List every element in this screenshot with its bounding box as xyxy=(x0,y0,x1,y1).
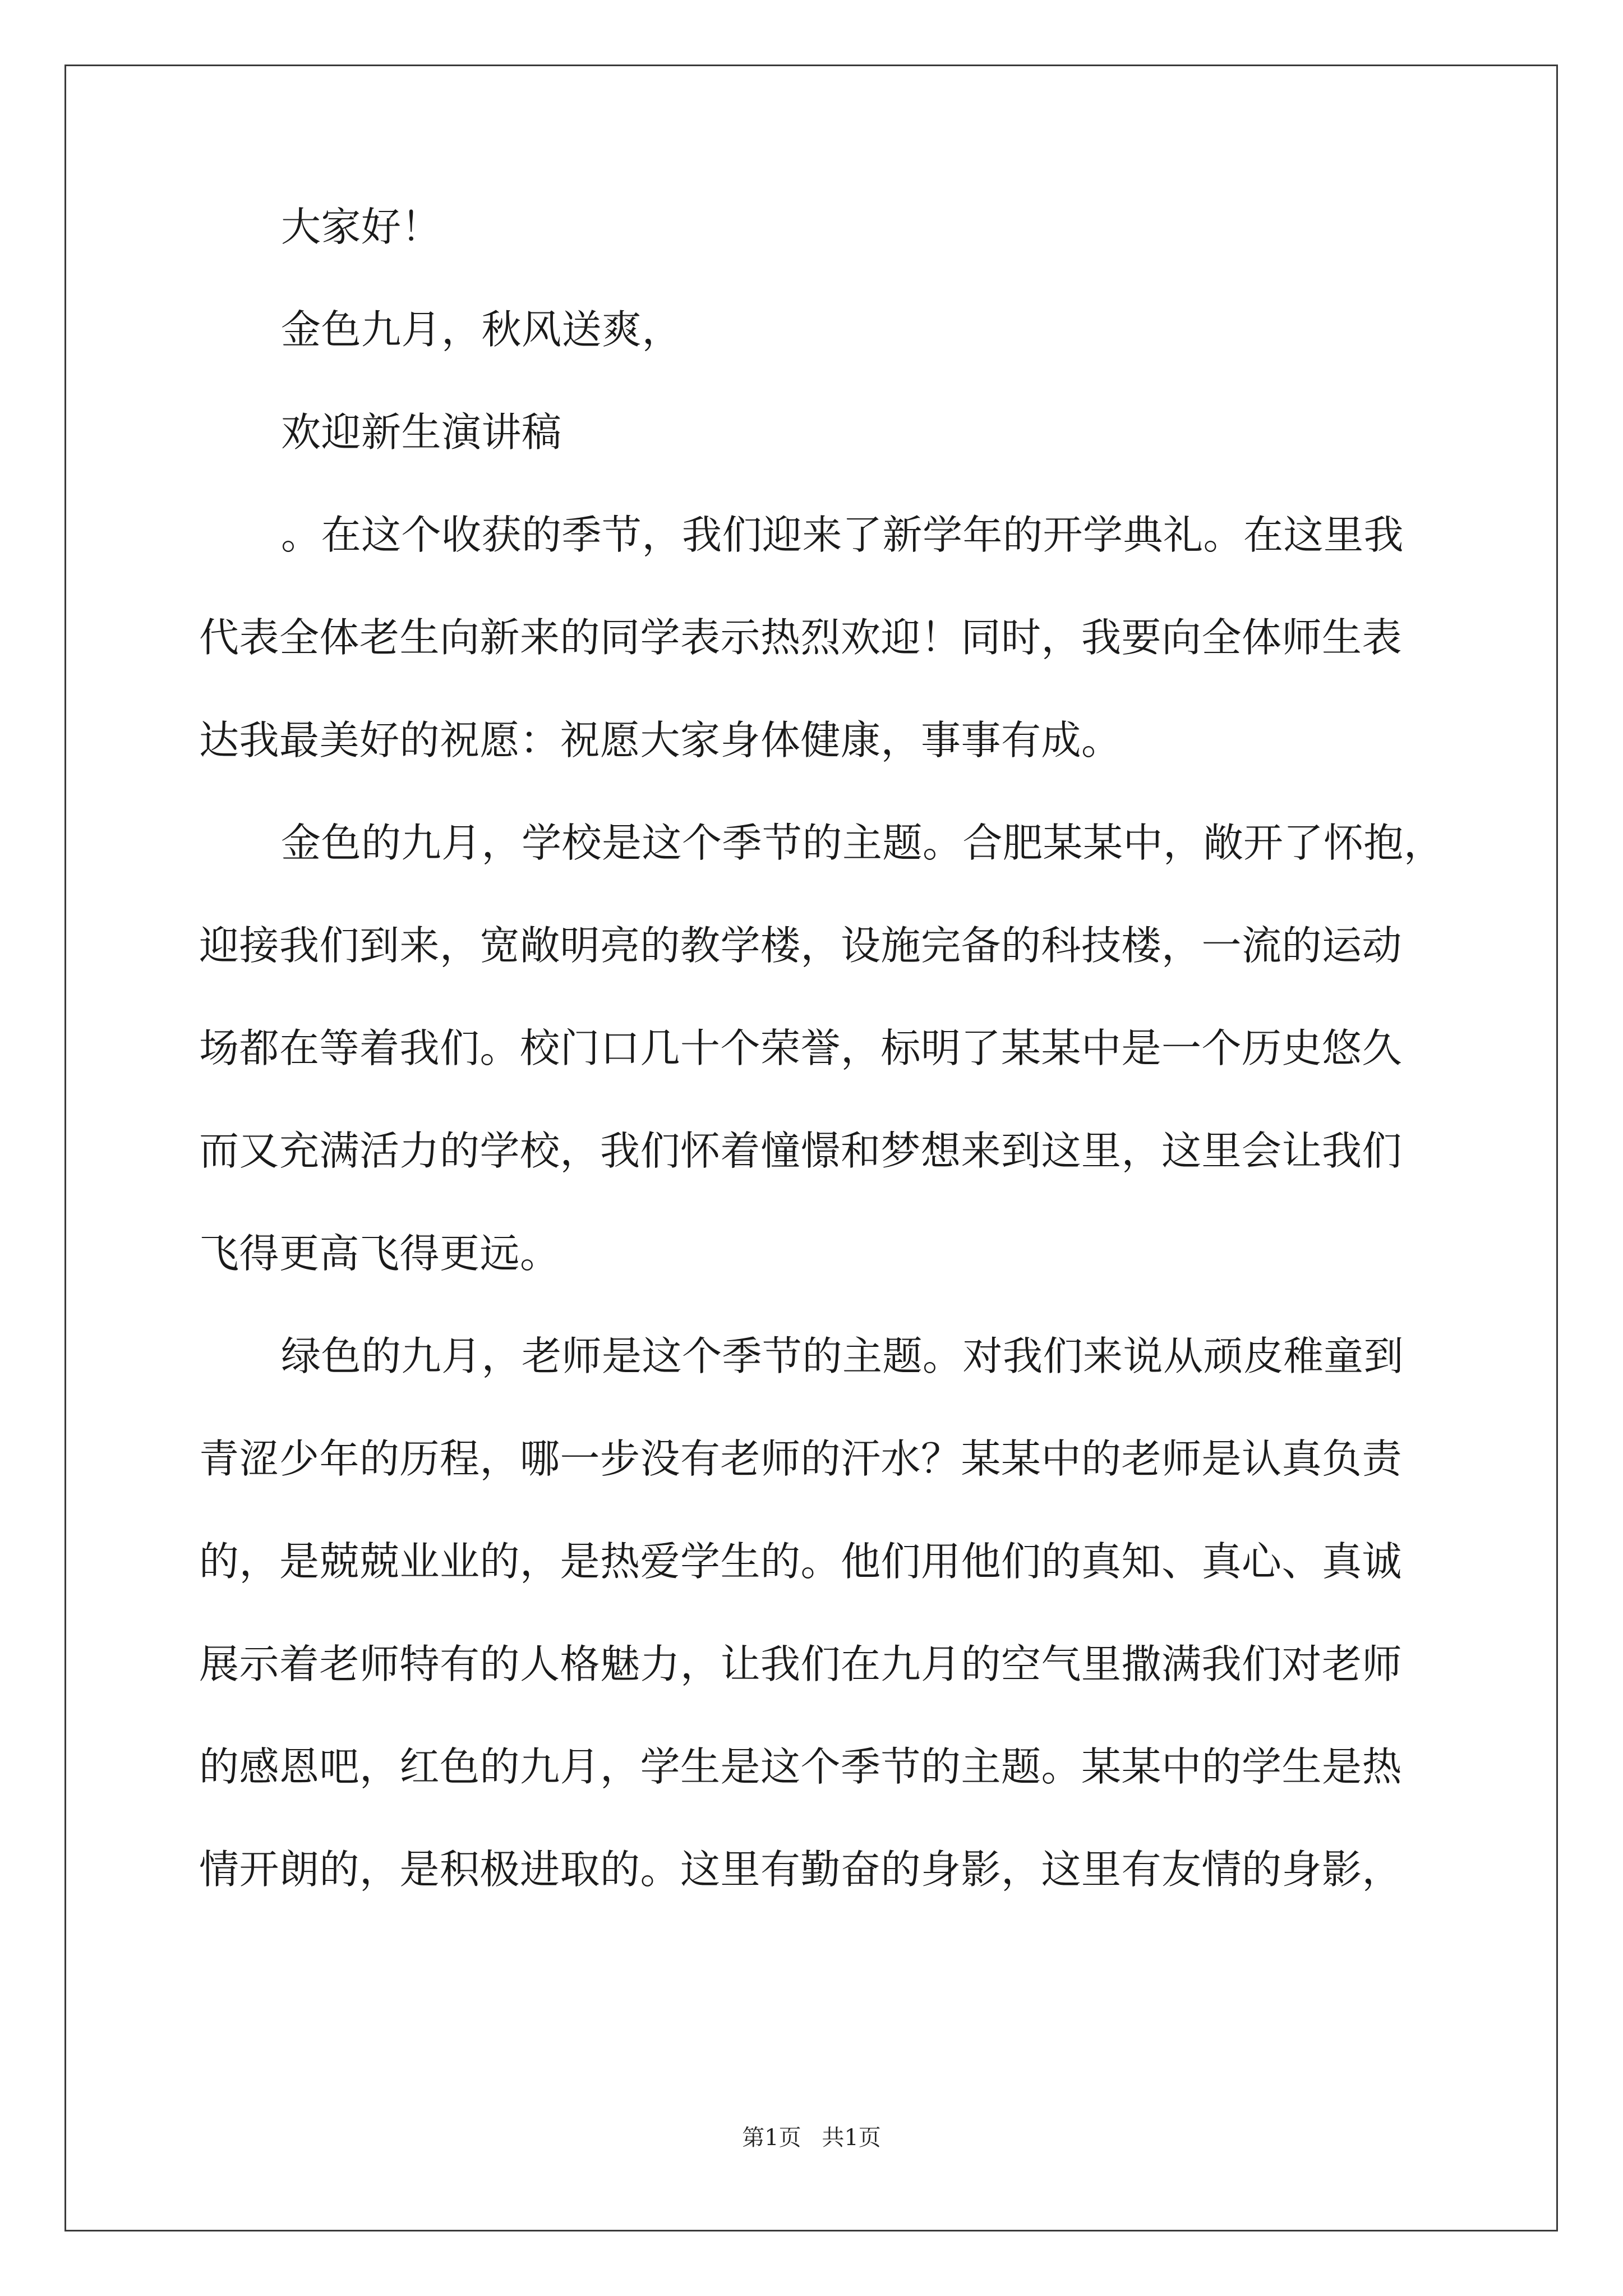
paragraph-line: 场都在等着我们。校门口几十个荣誉，标明了某某中是一个历史悠久 xyxy=(199,1025,1403,1071)
page-number-total: 共1页 xyxy=(822,2125,881,2151)
paragraph-line: 达我最美好的祝愿：祝愿大家身体健康，事事有成。 xyxy=(199,717,1122,763)
paragraph-line: 而又充满活力的学校，我们怀着憧憬和梦想来到这里，这里会让我们 xyxy=(199,1128,1403,1174)
autumn-line: 金色九月，秋风送爽， xyxy=(281,306,683,353)
paragraph-line: 的感恩吧，红色的九月，学生是这个季节的主题。某某中的学生是热 xyxy=(199,1743,1403,1790)
paragraph-line: 青涩少年的历程，哪一步没有老师的汗水？某某中的老师是认真负责 xyxy=(199,1435,1403,1482)
paragraph-line: 代表全体老生向新来的同学表示热烈欢迎！同时，我要向全体师生表 xyxy=(199,614,1403,661)
paragraph-line: 飞得更高飞得更远。 xyxy=(199,1230,560,1277)
paragraph-line: 的，是兢兢业业的，是热爱学生的。他们用他们的真知、真心、真诚 xyxy=(199,1538,1403,1585)
paragraph-line: 绿色的九月，老师是这个季节的主题。对我们来说从顽皮稚童到 xyxy=(281,1333,1404,1379)
page-footer xyxy=(0,2124,1623,2152)
document-title: 欢迎新生演讲稿 xyxy=(281,409,562,455)
paragraph-line: 情开朗的，是积极进取的。这里有勤奋的身影，这里有友情的身影， xyxy=(199,1846,1403,1893)
paragraph-line: 。在这个收获的季节，我们迎来了新学年的开学典礼。在这里我 xyxy=(281,512,1404,558)
paragraph-line: 展示着老师特有的人格魅力，让我们在九月的空气里撒满我们对老师 xyxy=(199,1641,1403,1687)
page-number-current: 第1页 xyxy=(742,2125,801,2151)
greeting-line: 大家好！ xyxy=(281,204,442,250)
paragraph-line: 金色的九月，学校是这个季节的主题。合肥某某中，敞开了怀抱， xyxy=(281,820,1444,866)
paragraph-line: 迎接我们到来，宽敞明亮的教学楼，设施完备的科技楼，一流的运动 xyxy=(199,922,1403,969)
